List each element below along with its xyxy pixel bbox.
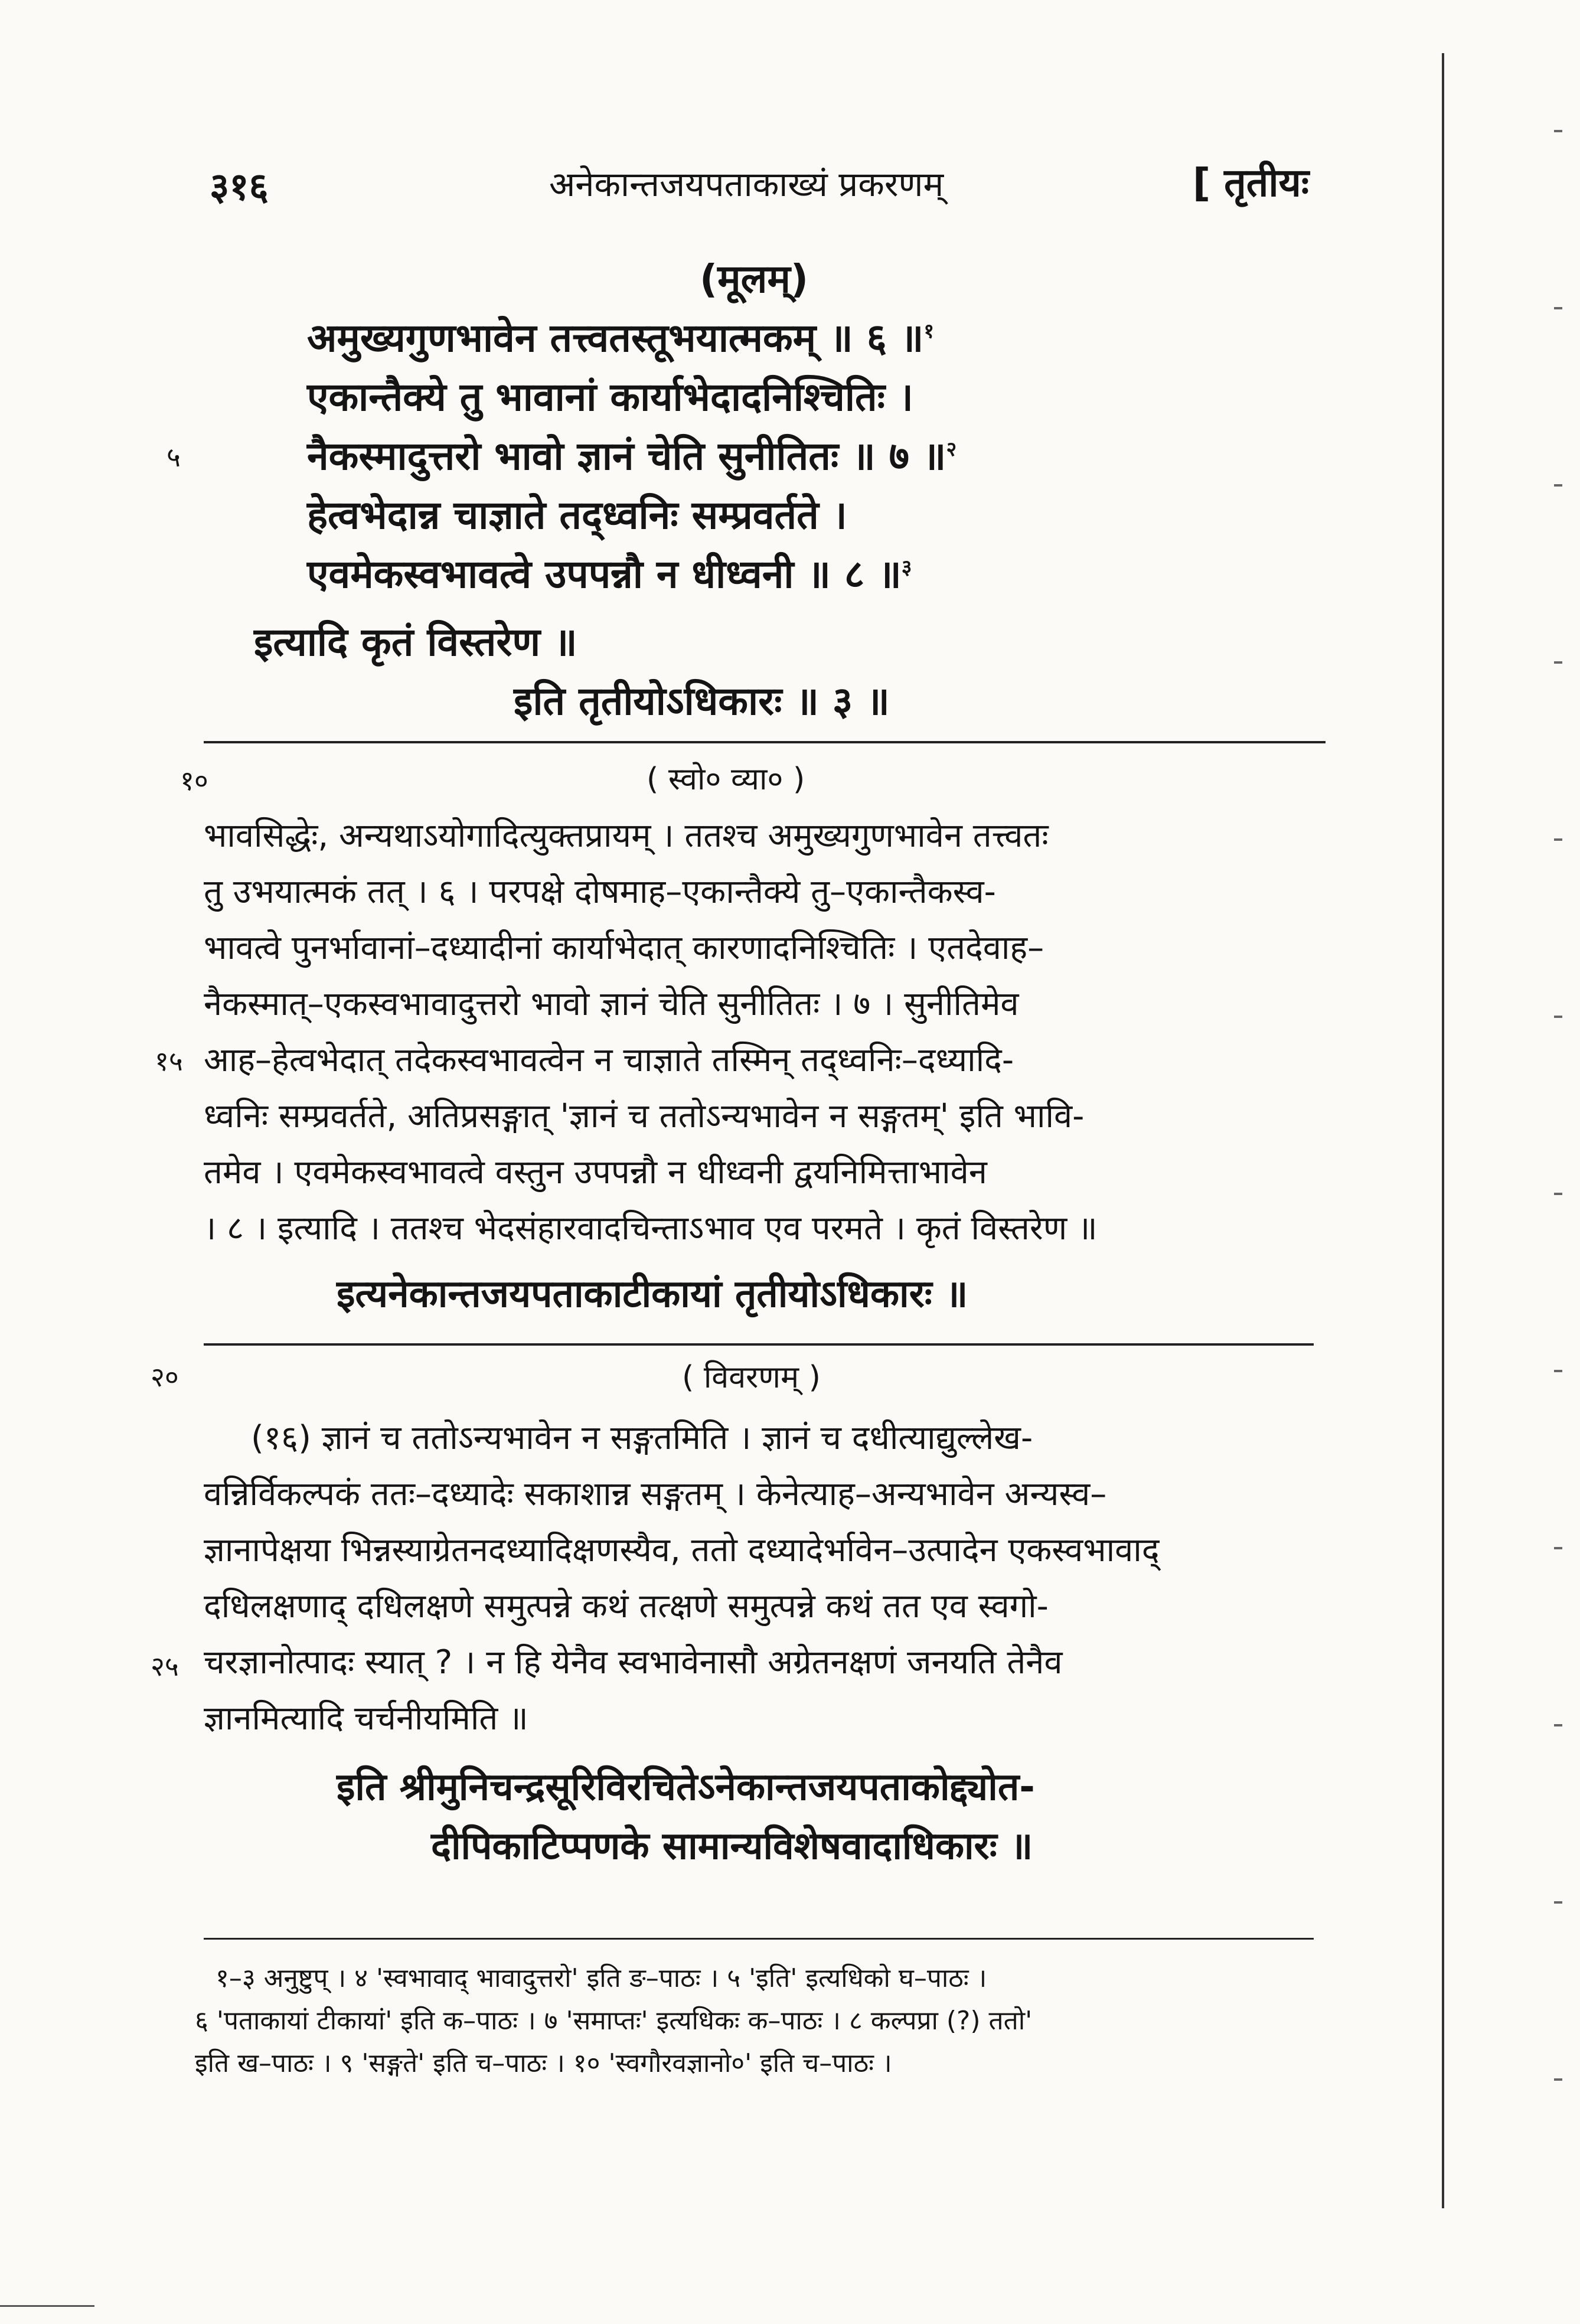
section-label: [ तृतीयः	[1193, 160, 1310, 205]
vivarana-line: वन्निर्विकल्पकं ततः–दध्यादेः सकाशान्न सङ्गतम् । केनेत्याह–अन्यभावेन अन्यस्व–	[204, 1475, 1107, 1513]
mula-heading: (मूलम्)	[700, 256, 809, 302]
margin-tick	[1554, 1547, 1562, 1549]
margin-tick	[1554, 484, 1562, 487]
margin-tick	[1554, 1193, 1562, 1195]
commentary-line: भावसिद्धेः, अन्यथाऽयोगादित्युक्तप्रायम् । ततश्च अमुख्यगुणभावेन तत्त्वतः	[204, 817, 1049, 855]
footnote-line: १–३ अनुष्टुप् । ४ 'स्वभावाद् भावादुत्तरो' इति ङ–पाठः । ५ 'इति' इत्यधिको घ–पाठः ।	[216, 1963, 987, 1993]
footnote-line: इति ख–पाठः । ९ 'सङ्गते' इति च–पाठः । १० 'स्वगौरवज्ञानो०' इति च–पाठः ।	[195, 2048, 892, 2078]
line-number: २५	[151, 1650, 179, 1682]
page-edge-line	[1442, 53, 1444, 2208]
footnote-marker: १	[923, 319, 935, 343]
vivarana-colophon-line1: इति श्रीमुनिचन्द्रसूरिविरचितेऽनेकान्तजयपताकोद्द्योत-	[337, 1765, 1035, 1809]
margin-tick	[1554, 2078, 1562, 2081]
commentary-heading: ( स्वो० व्या० )	[647, 762, 805, 797]
verse-line: एकान्तैक्ये तु भावानां कार्याभेदादनिश्चितिः ।	[307, 374, 913, 420]
bottom-edge-rule	[0, 2305, 94, 2307]
verse-line: अमुख्यगुणभावेन तत्त्वतस्तूभयात्मकम् ॥ ६ ॥$^१$	[307, 315, 935, 361]
vivarana-line: ज्ञानमित्यादि चर्चनीयमिति ॥	[204, 1699, 528, 1738]
commentary-line: आह–हेत्वभेदात् तदेकस्वभावत्वेन न चाज्ञाते तस्मिन् तद्ध्वनिः–दध्यादि-	[204, 1041, 1014, 1079]
vivarana-line: चरज्ञानोत्पादः स्यात् ? । न हि येनैव स्वभावेनासौ अग्रेतनक्षणं जनयति तेनैव	[204, 1643, 1063, 1682]
vivarana-colophon-line2: दीपिकाटिप्पणके सामान्यविशेषवादाधिकारः ॥	[431, 1824, 1033, 1868]
verse-line: हेत्वभेदान्न चाज्ञाते तद्ध्वनिः सम्प्रवर्तते ।	[307, 492, 847, 538]
verse-line: नैकस्मादुत्तरो भावो ज्ञानं चेति सुनीतितः ॥ ७ ॥$^२$	[307, 433, 957, 479]
commentary-colophon: इत्यनेकान्तजयपताकाटीकायां तृतीयोऽधिकारः ॥	[337, 1272, 968, 1316]
line-number: १५	[155, 1045, 183, 1077]
vivarana-line: (१६) ज्ञानं च ततोऽन्यभावेन न सङ्गतमिति । ज्ञानं च दधीत्याद्युल्लेख-	[251, 1419, 1033, 1457]
commentary-line: नैकस्मात्–एकस्वभावादुत्तरो भावो ज्ञानं चेति सुनीतितः । ७ । सुनीतिमेव	[204, 985, 1019, 1023]
section-rule	[204, 1343, 1314, 1346]
line-number: २०	[151, 1361, 179, 1393]
commentary-line: । ८ । इत्यादि । ततश्च भेदसंहारवादचिन्ताऽभाव एव परमते । कृतं विस्तरेण ॥	[204, 1209, 1098, 1248]
footnote-rule	[204, 1938, 1314, 1940]
margin-tick	[1554, 1016, 1562, 1018]
vivarana-heading: ( विवरणम् )	[682, 1360, 821, 1395]
page-number: ३१६	[210, 165, 269, 209]
vivarana-line: ज्ञानापेक्षया भिन्नस्याग्रेतनदध्यादिक्षणस्यैव, ततो दध्यादेर्भावेन–उत्पादेन एकस्वभावाद्	[204, 1531, 1160, 1569]
footnote-marker: ३	[901, 556, 912, 579]
margin-tick	[1554, 1724, 1562, 1726]
commentary-line: ध्वनिः सम्प्रवर्तते, अतिप्रसङ्गात् 'ज्ञानं च ततोऽन्यभावेन न सङ्गतम्' इति भावि-	[204, 1097, 1085, 1135]
margin-tick	[1554, 130, 1562, 132]
commentary-line: भावत्वे पुनर्भावानां–दध्यादीनां कार्याभेदात् कारणादनिश्चितिः । एतदेवाह–	[204, 929, 1044, 967]
line-number: १०	[180, 765, 208, 797]
margin-tick	[1554, 1370, 1562, 1372]
section-rule	[204, 741, 1326, 743]
mula-closing: इत्यादि कृतं विस्तरेण ॥	[254, 619, 577, 665]
margin-tick	[1554, 1901, 1562, 1904]
mula-colophon: इति तृतीयोऽधिकारः ॥ ३ ॥	[514, 678, 890, 724]
footnote-marker: २	[946, 438, 957, 461]
margin-tick	[1554, 838, 1562, 841]
margin-tick	[1554, 661, 1562, 664]
verse-line: एवमेकस्वभावत्वे उपपन्नौ न धीध्वनी ॥ ८ ॥$^३$	[307, 551, 912, 597]
commentary-line: तमेव । एवमेकस्वभावत्वे वस्तुन उपपन्नौ न धीध्वनी द्वयनिमित्ताभावेन	[204, 1153, 987, 1192]
running-title: अनेकान्तजयपताकाख्यं प्रकरणम्	[549, 164, 944, 204]
line-number: ५	[167, 441, 181, 473]
vivarana-line: दधिलक्षणाद् दधिलक्षणे समुत्पन्ने कथं तत्क्षणे समुत्पन्ने कथं तत एव स्वगो-	[204, 1587, 1049, 1626]
commentary-line: तु उभयात्मकं तत् । ६ । परपक्षे दोषमाह–एकान्तैक्ये तु–एकान्तैकस्व-	[204, 873, 996, 911]
footnote-line: ६ 'पताकायां टीकायां' इति क–पाठः । ७ 'समाप्तः' इत्यधिकः क–पाठः । ८ कल्पप्रा (?) ततो'	[195, 2006, 1033, 2036]
margin-tick	[1554, 307, 1562, 309]
